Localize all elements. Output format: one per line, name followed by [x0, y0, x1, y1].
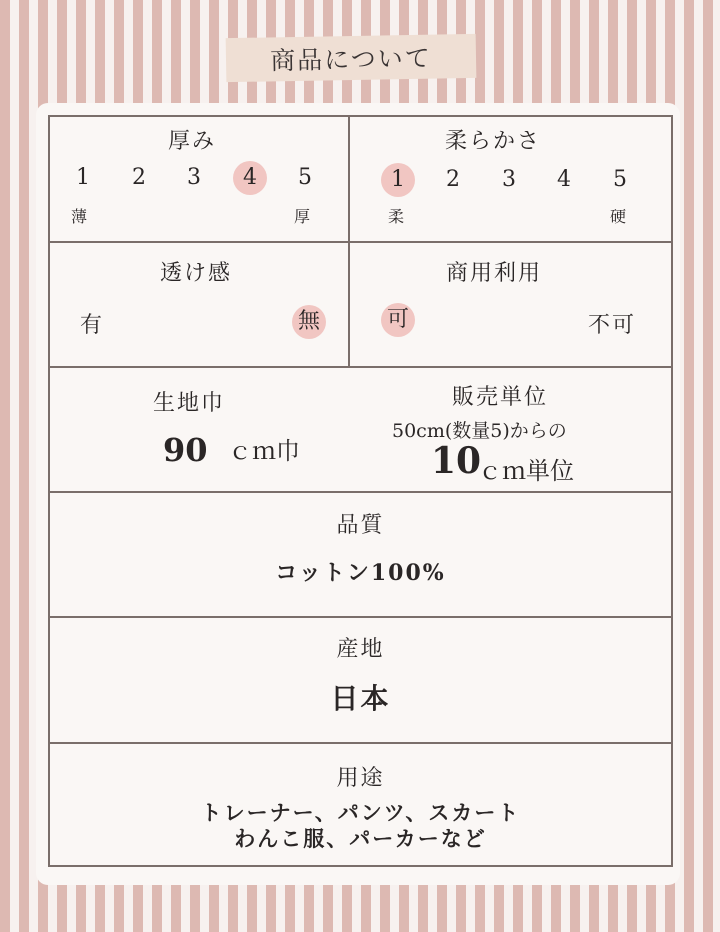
commercial-use-label: 商用利用 [446, 261, 543, 286]
column-divider [348, 115, 350, 367]
row-divider [48, 491, 673, 493]
commercial-not-allowed: 不可 [588, 313, 637, 338]
usage-label: 用途 [336, 766, 385, 791]
quality-label: 品質 [336, 513, 385, 538]
thickness-label: 厚み [168, 129, 217, 154]
row-divider [48, 742, 673, 744]
usage-line-2: わんこ服、パーカーなど [234, 826, 487, 851]
softness-low-label: 柔 [388, 207, 405, 226]
commercial-allowed-selected: 可 [381, 303, 415, 337]
transparency-no-selected: 無 [292, 305, 326, 339]
section-title: 商品について [226, 34, 477, 82]
softness-high-label: 硬 [610, 207, 627, 226]
thickness-low-label: 薄 [71, 207, 88, 226]
thickness-high-label: 厚 [294, 207, 311, 226]
sales-unit-value: 10 [431, 440, 482, 482]
sales-unit-unit: ｃｍ単位 [478, 457, 574, 485]
softness-5: 5 [613, 167, 627, 192]
quality-value: コットン100% [275, 560, 446, 586]
thickness-1: 1 [76, 165, 90, 190]
fabric-width-value: 90 [163, 431, 208, 469]
row-divider [48, 241, 673, 243]
usage-line-1: トレーナー、パンツ、スカート [200, 800, 521, 825]
thickness-4-selected: 4 [233, 161, 267, 195]
row-divider [48, 616, 673, 618]
row-divider [48, 366, 673, 368]
sales-unit-note: 50cm(数量5)からの [392, 420, 567, 442]
softness-3: 3 [502, 167, 516, 192]
softness-4: 4 [557, 167, 571, 192]
origin-value: 日本 [330, 682, 391, 715]
sales-unit-label: 販売単位 [452, 385, 549, 410]
transparency-yes: 有 [80, 313, 105, 338]
origin-label: 産地 [336, 637, 385, 662]
transparency-label: 透け感 [160, 261, 233, 286]
softness-label: 柔らかさ [445, 129, 542, 154]
softness-1-selected: 1 [381, 163, 415, 197]
thickness-2: 2 [132, 165, 146, 190]
thickness-5: 5 [298, 165, 312, 190]
softness-2: 2 [446, 167, 460, 192]
thickness-3: 3 [187, 165, 201, 190]
fabric-width-label: 生地巾 [153, 391, 226, 416]
fabric-width-unit: ｃｍ巾 [228, 437, 300, 465]
